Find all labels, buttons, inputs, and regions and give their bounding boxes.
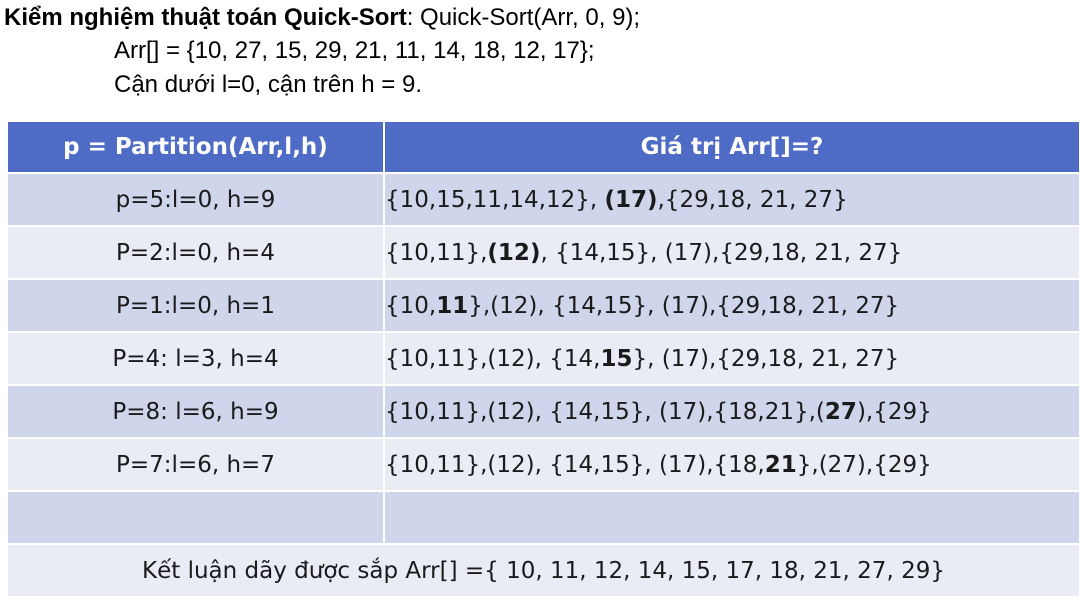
values-text: , {14,15}, (17),{29,18, 21, 27}	[540, 239, 903, 266]
values-cell	[384, 279, 1080, 332]
values-cell	[384, 332, 1080, 385]
table-row	[7, 385, 1080, 438]
partition-cell: P=7:l=6, h=7	[7, 438, 384, 491]
table-row	[7, 226, 1080, 279]
pivot-value: 15	[600, 345, 633, 372]
values-cell	[384, 438, 1080, 491]
partition-cell: P=2:l=0, h=4	[7, 226, 384, 279]
conclusion-cell: Kết luận dãy được sắp Arr[] ={ 10, 11, 12, 14, 15, 17, 18, 21, 27, 29}	[7, 544, 1080, 597]
partition-cell: P=8: l=6, h=9	[7, 385, 384, 438]
values-cell	[384, 173, 1080, 226]
pivot-value: 27	[824, 398, 857, 425]
values-text: ,{29,18, 21, 27}	[657, 186, 848, 213]
values-text: {10,15,11,14,12},	[385, 186, 605, 213]
column-header-values: Giá trị Arr[]=?	[384, 121, 1080, 173]
empty-cell	[384, 491, 1080, 544]
values-text: },(27),{29}	[796, 451, 932, 478]
table-row	[7, 332, 1080, 385]
pivot-value: (12)	[487, 239, 541, 266]
header-array-line: Arr[] = {10, 27, 15, 29, 21, 11, 14, 18, 12, 17};	[114, 37, 595, 64]
header-title-call: : Quick-Sort(Arr, 0, 9);	[406, 4, 641, 31]
values-text: {10,	[385, 292, 437, 319]
partition-cell: P=4: l=3, h=4	[7, 332, 384, 385]
values-cell	[384, 385, 1080, 438]
partition-cell: p=5:l=0, h=9	[7, 173, 384, 226]
empty-cell	[7, 491, 384, 544]
values-text: {10,11},(12), {14,	[385, 345, 601, 372]
table-row	[7, 279, 1080, 332]
values-cell	[384, 226, 1080, 279]
values-text: {10,11},(12), {14,15}, (17),{18,	[385, 451, 765, 478]
conclusion-row	[7, 544, 1080, 597]
empty-row	[7, 491, 1080, 544]
quicksort-table	[6, 120, 1080, 598]
table-header-row	[7, 121, 1080, 173]
values-text: },(12), {14,15}, (17),{29,18, 21, 27}	[468, 292, 900, 319]
values-text: }, (17),{29,18, 21, 27}	[632, 345, 900, 372]
header-title-bold: Kiểm nghiệm thuật toán Quick-Sort	[4, 4, 407, 31]
pivot-value: 21	[764, 451, 797, 478]
pivot-value: 11	[436, 292, 469, 319]
column-header-partition: p = Partition(Arr,l,h)	[7, 121, 384, 173]
table-row	[7, 438, 1080, 491]
header-bounds-line: Cận dưới l=0, cận trên h = 9.	[114, 71, 422, 98]
values-text: {10,11},(12), {14,15}, (17),{18,21},(	[385, 398, 825, 425]
header-title-line	[4, 4, 640, 32]
values-text: {10,11},	[385, 239, 488, 266]
values-text: ),{29}	[856, 398, 932, 425]
table-row	[7, 173, 1080, 226]
pivot-value: (17)	[604, 186, 658, 213]
partition-cell: P=1:l=0, h=1	[7, 279, 384, 332]
